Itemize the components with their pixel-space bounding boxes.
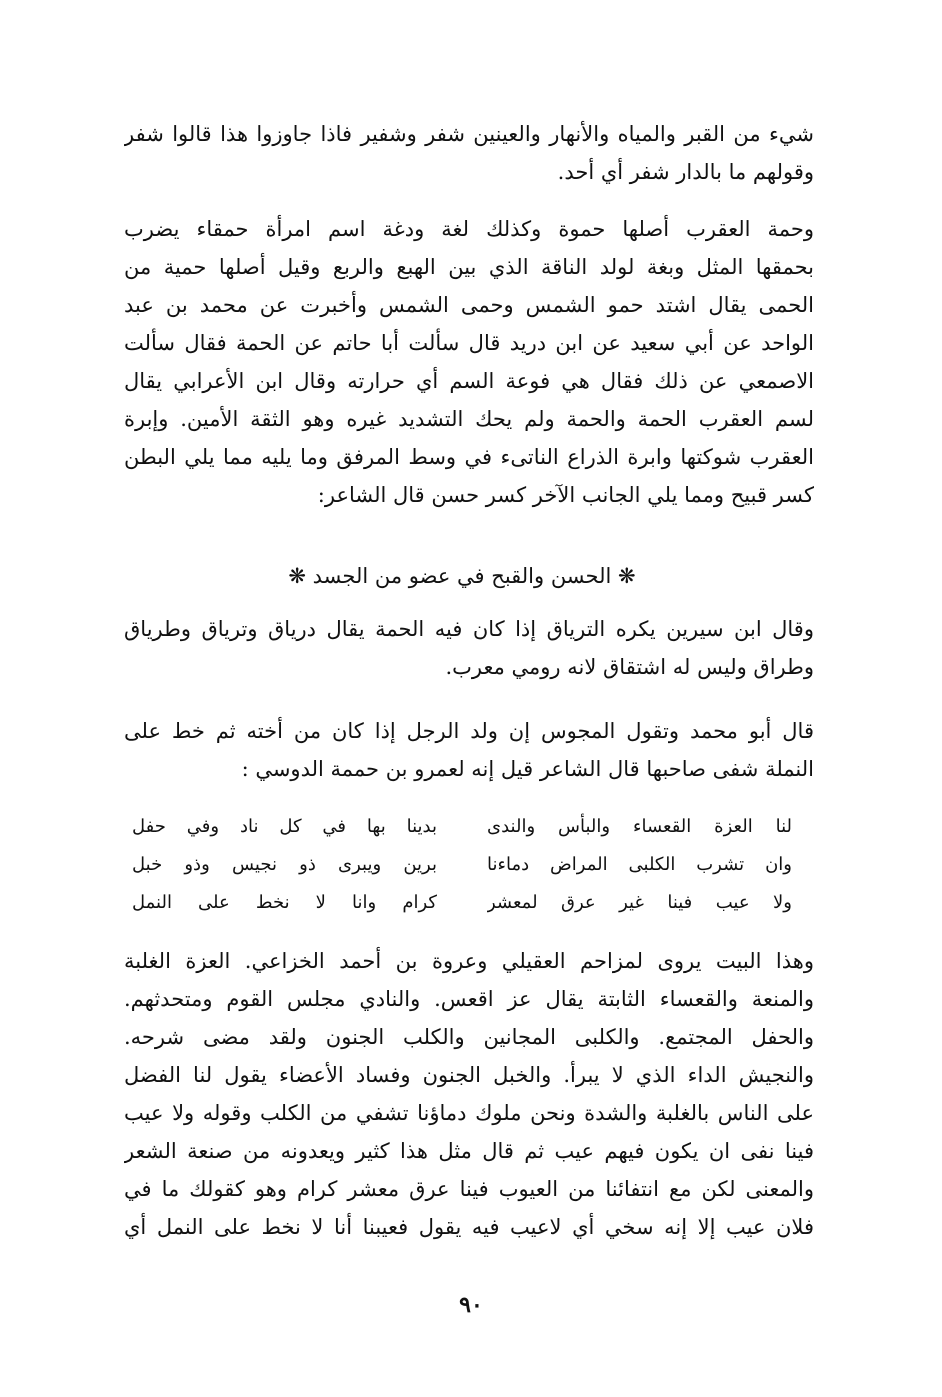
text-line: والحفل المجتمع. والكلبى المجانين والكلب الجنون ولقد مضى شرحه. (124, 1025, 814, 1049)
quoted-half-verse: ❋ الحسن والقبح في عضو من الجسد ❋ (288, 564, 636, 588)
paragraph-2 (124, 210, 814, 514)
text-line: والمعنى لكن مع انتفائنا من العيوب فينا عرق معشر كرام وهو كقولك ما في (124, 1177, 814, 1201)
poem-first-hemistich: لنا العزة القعساء والبأس والندى (487, 816, 792, 837)
text-line: الاصمعي عن ذلك فقال هي فوعة السم أي حرارته وقال ابن الأعرابي يقال (124, 369, 814, 393)
text-line: وهذا البيت يروى لمزاحم العقيلي وعروة بن أحمد الخزاعي. العزة الغلبة (124, 949, 814, 973)
text-line: وحمة العقرب أصلها حموة وكذلك لغة ودغة اسم امرأة حمقاء يضرب (124, 217, 814, 241)
poem-second-hemistich: بدينا بها في كل ناد وفي حفل (132, 816, 437, 837)
text-line: فلان عيب إلا إنه سخي أي لاعيب فيه يقول فعيبنا أنا لا نخط على النمل أي (124, 1215, 814, 1239)
text-line: على الناس بالغلبة والشدة ونحن ملوك دماؤنا تشفي من الكلب وقوله ولا عيب (124, 1101, 814, 1125)
poem-verse (132, 808, 792, 846)
text-line: فينا نفى ان يكون فيهم عيب ثم قال مثل هذا كثير ويعدونه من صنعة الشعر (124, 1139, 814, 1163)
poem-block (132, 808, 792, 922)
paragraph-3 (124, 610, 814, 686)
page-number: ٩٠ (459, 1292, 483, 1318)
text-line: الحمى يقال اشتد حمو الشمس وحمى الشمس وأخبرت عن محمد بن عبد (124, 293, 814, 317)
paragraph-4 (124, 712, 814, 788)
text-line: الواحد عن أبي سعيد عن ابن دريد قال سألت أبا حاتم عن الحمة فقال سألت (124, 331, 814, 355)
poem-first-hemistich: ولا عيب فينا غير عرق لمعشر (487, 892, 792, 913)
text-line: وقال ابن سيرين يكره الترياق إذا كان فيه الحمة يقال درياق وترياق وطرياق (124, 617, 814, 641)
poem-second-hemistich: برين ويبرى ذو نجيس وذو خبل (132, 854, 437, 875)
text-line: بحمقها المثل وبغة لولد الناقة الذي بين الهبع والربع وقيل أصلها حمية من (124, 255, 814, 279)
poem-verse (132, 846, 792, 884)
text-line: والمنعة والقعساء الثابتة يقال عز اقعس. والنادي مجلس القوم ومتحدثهم. (124, 987, 814, 1011)
text-line: والنجيش الداء الذي لا يبرأ. والخبل الجنون وفساد الأعضاء يقول لنا الفضل (124, 1063, 814, 1087)
poem-first-hemistich: وان تشرب الكلبى المراض دماءنا (487, 854, 792, 875)
text-line: وطراق وليس له اشتقاق لانه رومي معرب. (445, 655, 814, 679)
text-line: العقرب شوكتها وابرة الذراع الناتىء في وسط المرفق وما يليه مما يلي البطن (124, 445, 814, 469)
poem-second-hemistich: كرام وانا لا نخط على النمل (132, 892, 437, 913)
paragraph-5 (124, 942, 814, 1246)
text-line: لسم العقرب الحمة والحمة ولم يحك التشديد غيره وهو الثقة الأمين. وإبرة (124, 407, 814, 431)
text-line: شيء من القبر والمياه والأنهار والعينين شفر وشفير فاذا جاوزوا هذا قالوا شفر (124, 122, 814, 146)
text-line: النملة شفى صاحبها قال الشاعر قيل إنه لعمرو بن حممة الدوسي : (241, 757, 814, 781)
poem-verse (132, 884, 792, 922)
text-line: وقولهم ما بالدار شفر أي أحد. (557, 160, 814, 184)
text-line: كسر قبيح ومما يلي الجانب الآخر كسر حسن قال الشاعر: (317, 483, 814, 507)
text-line: قال أبو محمد وتقول المجوس إن ولد الرجل إذا كان من أخته ثم خط على (124, 719, 814, 743)
paragraph-1 (124, 115, 814, 191)
